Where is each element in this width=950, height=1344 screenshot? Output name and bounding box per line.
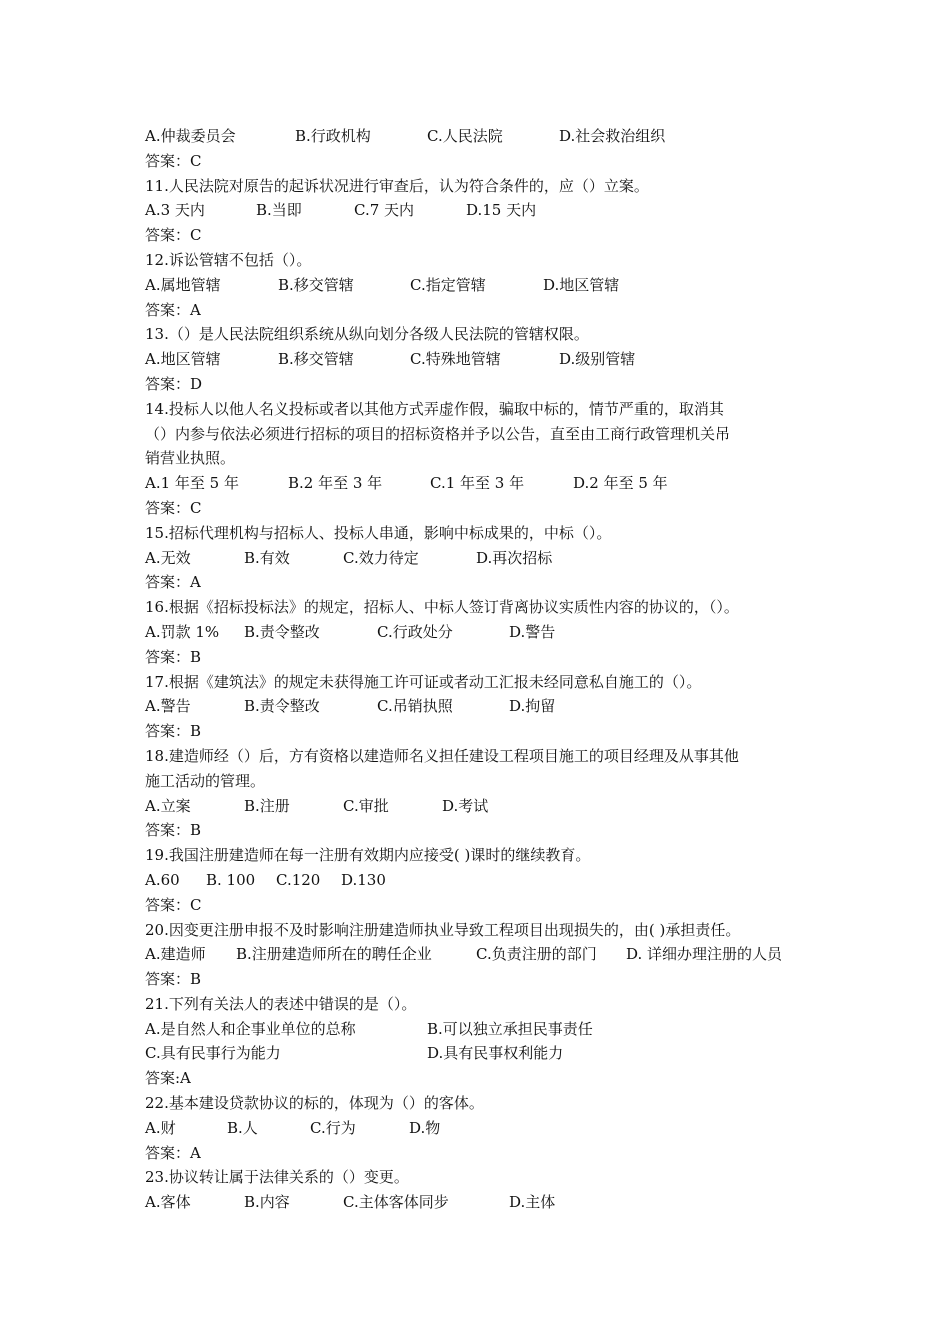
text-line: 答案：D [145, 374, 203, 393]
option-item: A.建造师 [145, 945, 206, 964]
option-item: B. 100 [206, 870, 256, 889]
option-item: A.1 年至 5 年 [145, 474, 239, 493]
text-line: 答案:A [145, 1069, 191, 1088]
options-row [145, 868, 820, 893]
text-line: 施工活动的管理。 [145, 771, 266, 790]
text-line: 12.诉讼管辖不包括（）。 [145, 250, 312, 269]
option-item: B.可以独立承担民事责任 [427, 1019, 593, 1038]
option-item: C.行为 [310, 1118, 356, 1137]
option-item: A.仲裁委员会 [145, 127, 236, 145]
option-item: C.审批 [343, 796, 389, 815]
text-line: 答案：A [145, 573, 201, 592]
option-item: C.具有民事行为能力 [145, 1044, 281, 1063]
options-row [145, 1190, 820, 1215]
option-item: C.1 年至 3 年 [430, 474, 525, 493]
option-item: A.属地管辖 [145, 275, 221, 294]
options-row [145, 347, 820, 372]
options-row [145, 694, 820, 719]
option-item: D.物 [409, 1118, 441, 1137]
text-line: 答案：C [145, 895, 202, 914]
option-item: A.60 [145, 870, 180, 889]
options-row [145, 198, 820, 223]
text-line: 19.我国注册建造师在每一注册有效期内应接受( )课时的继续教育。 [145, 846, 591, 865]
option-item: B.注册建造师所在的聘任企业 [236, 945, 432, 964]
text-line: 20.因变更注册申报不及时影响注册建造师执业导致工程项目出现损失的，由( )承担责任。 [145, 920, 741, 939]
text-line: 答案：B [145, 821, 202, 840]
option-item: B.2 年至 3 年 [288, 474, 383, 493]
options-row [145, 273, 820, 298]
option-item: D.15 天内 [466, 201, 537, 220]
text-line: 23.协议转让属于法律关系的（）变更。 [145, 1168, 409, 1187]
option-item: D.级别管辖 [559, 350, 636, 369]
option-item: B.责令整改 [244, 622, 320, 641]
options-row [145, 124, 820, 149]
text-line: 答案：A [145, 300, 201, 319]
text-line: 答案：C [145, 498, 202, 517]
option-item: B.责令整改 [244, 697, 320, 716]
option-item: D.拘留 [509, 697, 556, 716]
text-line: 14.投标人以他人名义投标或者以其他方式弄虚作假，骗取中标的，情节严重的，取消其 [145, 399, 724, 418]
option-item: D.主体 [509, 1193, 556, 1212]
options-row [145, 620, 820, 645]
text-line: 答案：A [145, 1143, 201, 1162]
text-line: （）内参与依法必须进行招标的项目的招标资格并予以公告，直至由工商行政管理机关吊 [145, 424, 731, 443]
text-line: 18.建造师经（）后，方有资格以建造师名义担任建设工程项目施工的项目经理及从事其他 [145, 746, 739, 765]
text-line: 销营业执照。 [145, 449, 236, 468]
option-item: C.人民法院 [427, 127, 503, 145]
option-item: B.当即 [256, 201, 302, 220]
option-item: A.无效 [145, 548, 191, 567]
option-item: A.警告 [145, 697, 191, 716]
text-line: 13.（）是人民法院组织系统从纵向划分各级人民法院的管辖权限。 [145, 325, 589, 344]
options-row [145, 1017, 820, 1042]
text-line: 答案：B [145, 647, 202, 666]
option-item: C.效力待定 [343, 548, 419, 567]
option-item: A.地区管辖 [145, 350, 221, 369]
options-row [145, 1041, 820, 1066]
option-item: D. 详细办理注册的人员 [626, 945, 783, 964]
option-item: D.再次招标 [476, 548, 553, 567]
option-item: D.2 年至 5 年 [573, 474, 668, 493]
option-item: D.130 [341, 870, 386, 889]
option-item: C.行政处分 [377, 622, 453, 641]
options-row [145, 794, 820, 819]
option-item: C.120 [276, 870, 321, 889]
options-row [145, 1116, 820, 1141]
options-row [145, 471, 820, 496]
text-line: 15.招标代理机构与招标人、投标人串通，影响中标成果的，中标（）。 [145, 523, 612, 542]
option-item: C.吊销执照 [377, 697, 453, 716]
option-item: B.移交管辖 [278, 350, 354, 369]
option-item: C.指定管辖 [410, 275, 486, 294]
option-item: B.行政机构 [295, 127, 371, 145]
option-item: A.立案 [145, 796, 191, 815]
text-line: 17.根据《建筑法》的规定未获得施工许可证或者动工汇报未经同意私自施工的（）。 [145, 672, 702, 691]
options-row [145, 546, 820, 571]
text-line: 答案：C [145, 151, 202, 170]
text-line: 22.基本建设贷款协议的标的，体现为（）的客体。 [145, 1094, 484, 1113]
option-item: A.罚款 1% [145, 622, 220, 641]
option-item: D.地区管辖 [543, 275, 620, 294]
option-item: D.警告 [509, 622, 556, 641]
text-line: 21.下列有关法人的表述中错误的是（）。 [145, 994, 417, 1013]
text-line: 答案：B [145, 970, 202, 989]
option-item: D.考试 [442, 796, 489, 815]
option-item: A.是自然人和企事业单位的总称 [145, 1019, 356, 1038]
text-line: 11.人民法院对原告的起诉状况进行审查后，认为符合条件的，应（）立案。 [145, 176, 649, 195]
options-row [145, 942, 820, 967]
option-item: B.内容 [244, 1193, 290, 1212]
option-item: D.社会救治组织 [559, 127, 666, 145]
option-item: B.移交管辖 [278, 275, 354, 294]
option-item: C.7 天内 [354, 201, 415, 220]
option-item: A.财 [145, 1118, 176, 1137]
text-line: 答案：C [145, 226, 202, 245]
option-item: B.有效 [244, 548, 290, 567]
option-item: A.客体 [145, 1193, 191, 1212]
option-item: C.负责注册的部门 [476, 945, 597, 964]
option-item: D.具有民事权利能力 [427, 1044, 564, 1063]
option-item: C.特殊地管辖 [410, 350, 501, 369]
option-item: B.注册 [244, 796, 290, 815]
option-item: C.主体客体同步 [343, 1193, 449, 1212]
text-line: 16.根据《招标投标法》的规定，招标人、中标人签订背离协议实质性内容的协议的，（）。 [145, 598, 739, 617]
option-item: A.3 天内 [145, 201, 205, 220]
text-line: 答案：B [145, 722, 202, 741]
option-item: B.人 [227, 1118, 258, 1137]
